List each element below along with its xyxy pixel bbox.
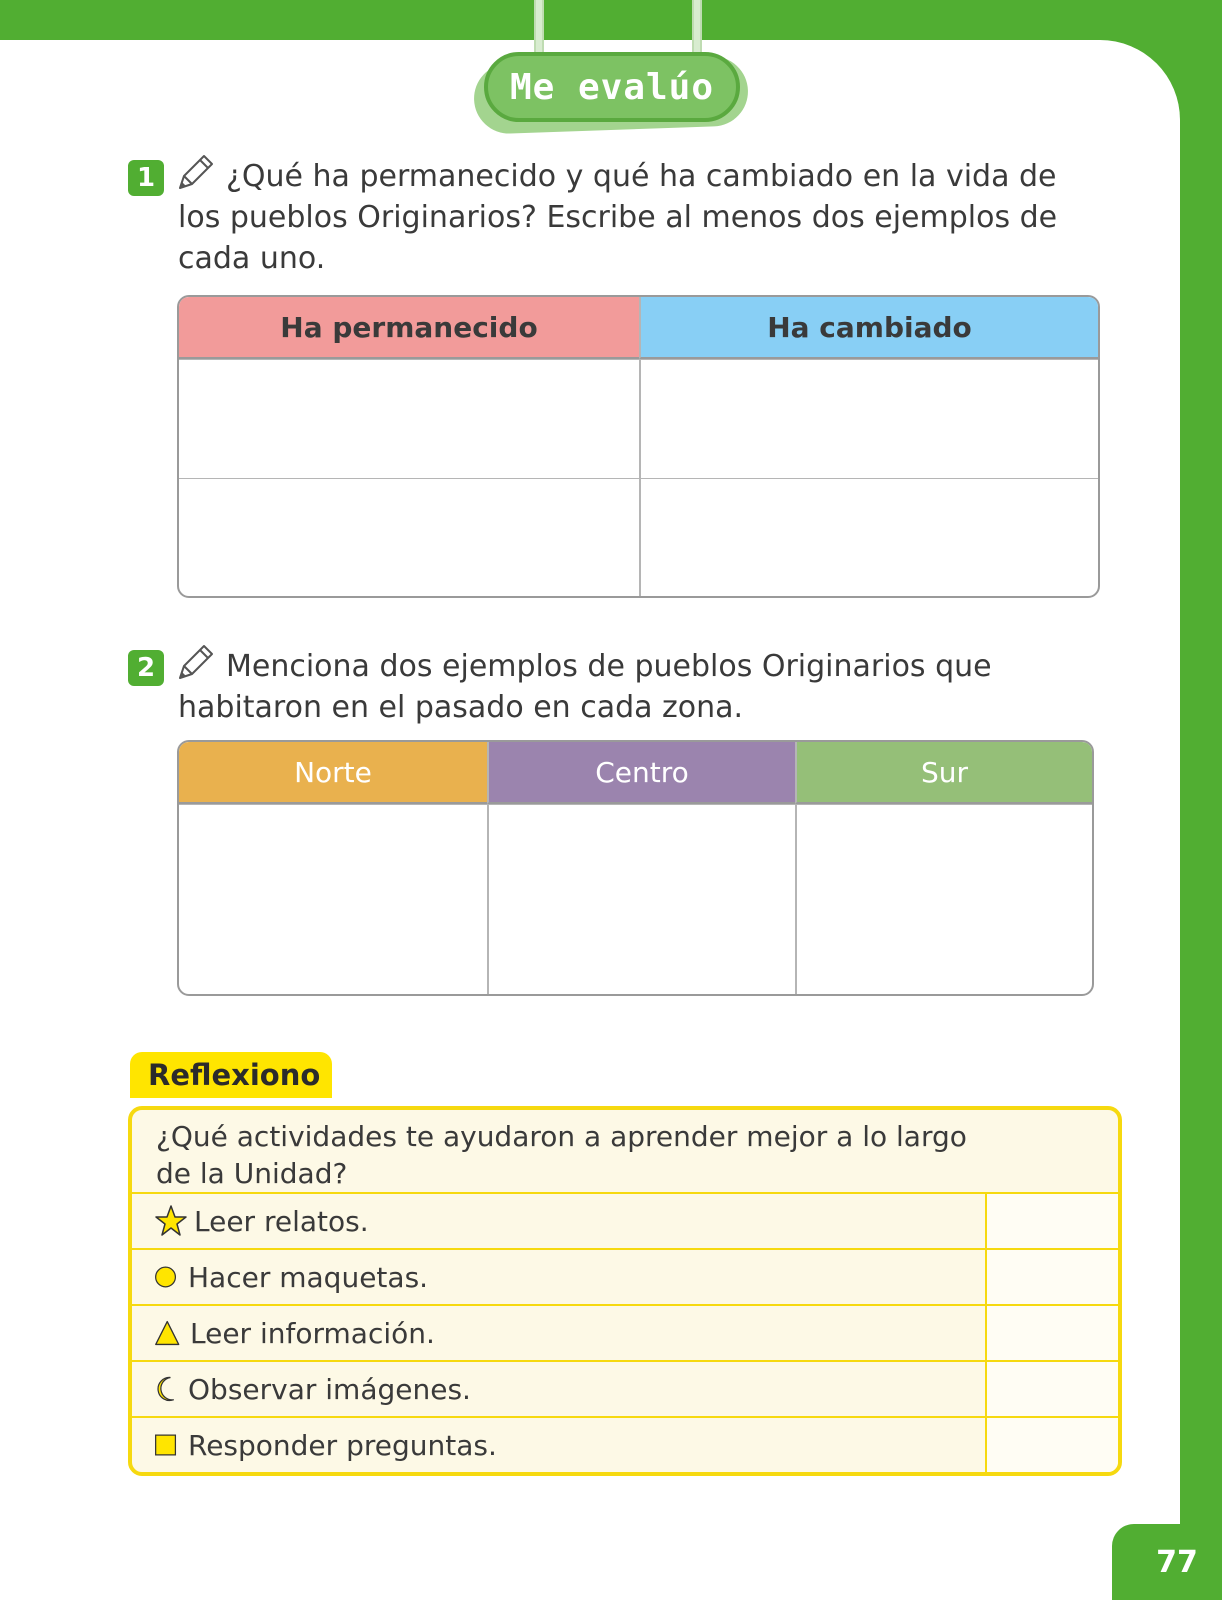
title-hanger-right	[692, 0, 702, 58]
reflexiono-question	[156, 1118, 1036, 1192]
reflexiono-item-label: Hacer maquetas.	[188, 1260, 429, 1294]
reflexiono-row	[132, 1192, 1118, 1248]
reflexiono-question-line-2: de la Unidad?	[156, 1157, 348, 1190]
reflexiono-row	[132, 1248, 1118, 1304]
question-2-line-1: Menciona dos ejemplos de pueblos Originarios que	[226, 649, 992, 684]
title-hanger-left	[534, 0, 544, 58]
answer-cell[interactable]	[179, 804, 487, 994]
circle-icon	[154, 1260, 182, 1294]
question-2-line-2: habitaron en el pasado en cada zona.	[178, 690, 744, 725]
reflexiono-check-cell[interactable]	[987, 1362, 1118, 1416]
reflexiono-item-label: Responder preguntas.	[188, 1428, 497, 1462]
answer-cell[interactable]	[639, 359, 1098, 478]
answer-cell[interactable]	[795, 804, 1092, 994]
reflexiono-check-cell[interactable]	[987, 1194, 1118, 1248]
question-1-number: 1	[128, 160, 164, 196]
header-sur: Sur	[795, 742, 1092, 804]
reflexiono-box	[128, 1106, 1122, 1476]
question-2-number: 2	[128, 650, 164, 686]
header-norte: Norte	[179, 742, 487, 804]
header-centro: Centro	[487, 742, 795, 804]
reflexiono-row	[132, 1360, 1118, 1416]
reflexiono-row	[132, 1304, 1118, 1360]
reflexiono-item-label: Leer información.	[190, 1316, 435, 1350]
reflexiono-row	[132, 1416, 1118, 1472]
header-ha-permanecido: Ha permanecido	[179, 297, 639, 359]
moon-icon	[154, 1372, 182, 1406]
question-1-line-3: cada uno.	[178, 241, 326, 276]
answer-cell[interactable]	[179, 478, 639, 597]
question-2-table	[177, 740, 1094, 996]
answer-cell[interactable]	[639, 478, 1098, 597]
page-title: Me evalúo	[484, 52, 740, 122]
question-1-text	[178, 156, 1098, 279]
reflexiono-check-cell[interactable]	[987, 1306, 1118, 1360]
reflexiono-item-label: Leer relatos.	[194, 1204, 369, 1238]
question-2-text	[178, 646, 1098, 728]
reflexiono-check-cell[interactable]	[987, 1250, 1118, 1304]
star-icon	[154, 1204, 188, 1238]
reflexiono-item-label: Observar imágenes.	[188, 1372, 471, 1406]
reflexiono-check-cell[interactable]	[987, 1418, 1118, 1472]
reflexiono-tab: Reflexiono	[130, 1052, 332, 1098]
reflexiono-question-line-1: ¿Qué actividades te ayudaron a aprender mejor a lo largo	[156, 1120, 967, 1153]
question-1-line-1: ¿Qué ha permanecido y qué ha cambiado en la vida de	[226, 159, 1057, 194]
question-1-line-2: los pueblos Originarios? Escribe al menos dos ejemplos de	[178, 200, 1058, 235]
answer-cell[interactable]	[487, 804, 795, 994]
answer-cell[interactable]	[179, 359, 639, 478]
triangle-icon	[154, 1316, 184, 1350]
page-number: 77	[1112, 1524, 1222, 1600]
square-icon	[154, 1428, 182, 1462]
question-1-table	[177, 295, 1100, 598]
header-ha-cambiado: Ha cambiado	[639, 297, 1098, 359]
